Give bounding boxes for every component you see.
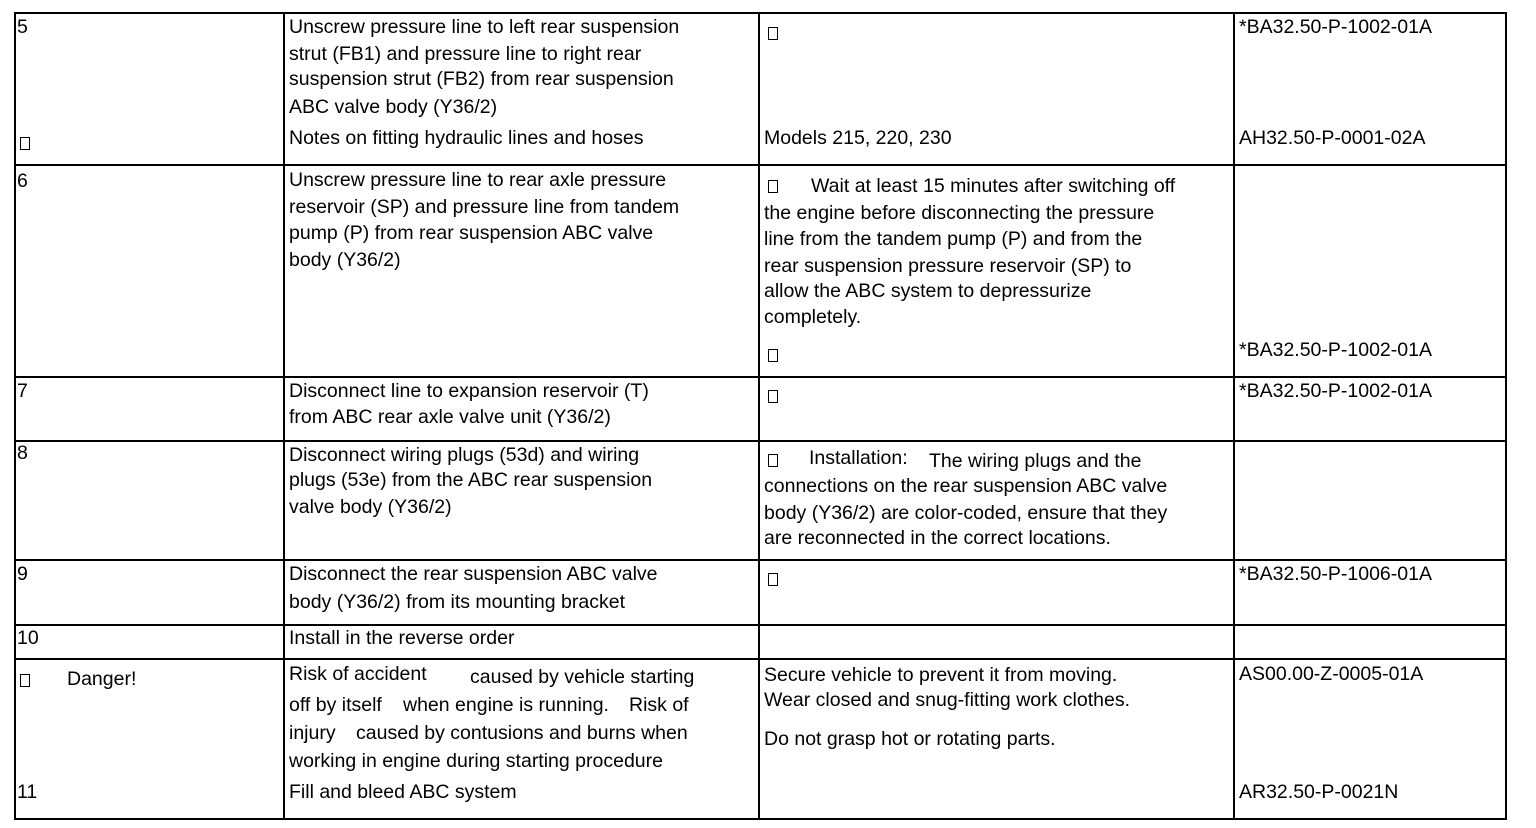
step-number: 9	[17, 563, 28, 585]
note-text: body (Y36/2) are color-coded, ensure that they	[764, 502, 1168, 524]
note-text: are reconnected in the correct locations.	[764, 527, 1111, 549]
danger-label: Danger!	[67, 668, 137, 690]
action-text: ABC valve body (Y36/2)	[289, 96, 498, 118]
step-number: 10	[17, 627, 39, 649]
row-border	[14, 440, 1507, 442]
reference-code: *BA32.50-P-1006-01A	[1239, 563, 1432, 585]
note-text: Wait at least 15 minutes after switching off	[811, 175, 1176, 197]
action-text: plugs (53e) from the ABC rear suspension	[289, 469, 653, 491]
action-text: strut (FB1) and pressure line to right rear	[289, 43, 642, 65]
column-border	[283, 12, 285, 820]
step-number: 7	[17, 380, 28, 402]
measure-text: Do not grasp hot or rotating parts.	[764, 728, 1056, 750]
risk-text: Risk of accident	[289, 663, 427, 685]
note-box-icon	[20, 137, 30, 150]
column-border	[1505, 12, 1507, 820]
risk-text: caused by vehicle starting	[470, 666, 695, 688]
action-text: Unscrew pressure line to rear axle pressure	[289, 169, 667, 191]
note-text: rear suspension pressure reservoir (SP) to	[764, 255, 1132, 277]
column-border	[758, 12, 760, 820]
risk-text: working in engine during starting procedure	[289, 750, 663, 772]
row-border	[14, 658, 1507, 660]
info-box-icon	[768, 27, 778, 40]
reference-code: AS00.00-Z-0005-01A	[1239, 663, 1424, 685]
info-box-icon	[768, 349, 778, 362]
info-box-icon	[768, 390, 778, 403]
note-text: line from the tandem pump (P) and from the	[764, 228, 1143, 250]
reference-code: AR32.50-P-0021N	[1239, 781, 1399, 803]
procedure-table	[14, 12, 1507, 820]
note-text: The wiring plugs and the	[929, 450, 1142, 472]
row-border	[14, 818, 1507, 820]
step-number: 5	[17, 16, 28, 38]
row-border	[14, 624, 1507, 626]
risk-text: off by itself	[289, 694, 382, 716]
action-text: valve body (Y36/2)	[289, 496, 452, 518]
risk-text: injury	[289, 722, 336, 744]
measure-text: Secure vehicle to prevent it from moving.	[764, 664, 1118, 686]
risk-text: Risk of	[629, 694, 689, 716]
reference-code: *BA32.50-P-1002-01A	[1239, 339, 1432, 361]
note-label: Installation:	[809, 447, 908, 469]
step-number: 8	[17, 442, 28, 464]
risk-text: caused by contusions and burns when	[356, 722, 688, 744]
action-text: suspension strut (FB2) from rear suspension	[289, 68, 674, 90]
reference-code: *BA32.50-P-1002-01A	[1239, 380, 1432, 402]
action-text: Fill and bleed ABC system	[289, 781, 517, 803]
action-text: Disconnect wiring plugs (53d) and wiring	[289, 444, 640, 466]
info-box-icon	[768, 573, 778, 586]
reference-code: AH32.50-P-0001-02A	[1239, 127, 1426, 149]
step-number: 6	[17, 170, 28, 192]
action-text: reservoir (SP) and pressure line from tandem	[289, 196, 680, 218]
action-text: pump (P) from rear suspension ABC valve	[289, 222, 654, 244]
reference-code: *BA32.50-P-1002-01A	[1239, 16, 1432, 38]
column-border	[1233, 12, 1235, 820]
row-border	[14, 164, 1507, 166]
action-text: Disconnect line to expansion reservoir (T)	[289, 380, 649, 402]
step-number: 11	[17, 781, 38, 803]
action-text: from ABC rear axle valve unit (Y36/2)	[289, 406, 611, 428]
note-text: allow the ABC system to depressurize	[764, 280, 1092, 302]
action-text: Install in the reverse order	[289, 627, 515, 649]
column-border	[14, 12, 16, 820]
note-text: the engine before disconnecting the pressure	[764, 202, 1155, 224]
danger-box-icon	[20, 674, 30, 687]
action-text: Disconnect the rear suspension ABC valve	[289, 563, 658, 585]
info-box-icon	[768, 454, 778, 467]
action-text: Notes on fitting hydraulic lines and hoses	[289, 127, 644, 149]
info-box-icon	[768, 180, 778, 193]
note-text: completely.	[764, 306, 862, 328]
note-text: connections on the rear suspension ABC valve	[764, 475, 1168, 497]
note-text: Models 215, 220, 230	[764, 127, 952, 149]
action-text: Unscrew pressure line to left rear suspension	[289, 16, 680, 38]
action-text: body (Y36/2) from its mounting bracket	[289, 591, 625, 613]
measure-text: Wear closed and snug-fitting work clothes.	[764, 689, 1130, 711]
action-text: body (Y36/2)	[289, 249, 401, 271]
risk-text: when engine is running.	[403, 694, 609, 716]
